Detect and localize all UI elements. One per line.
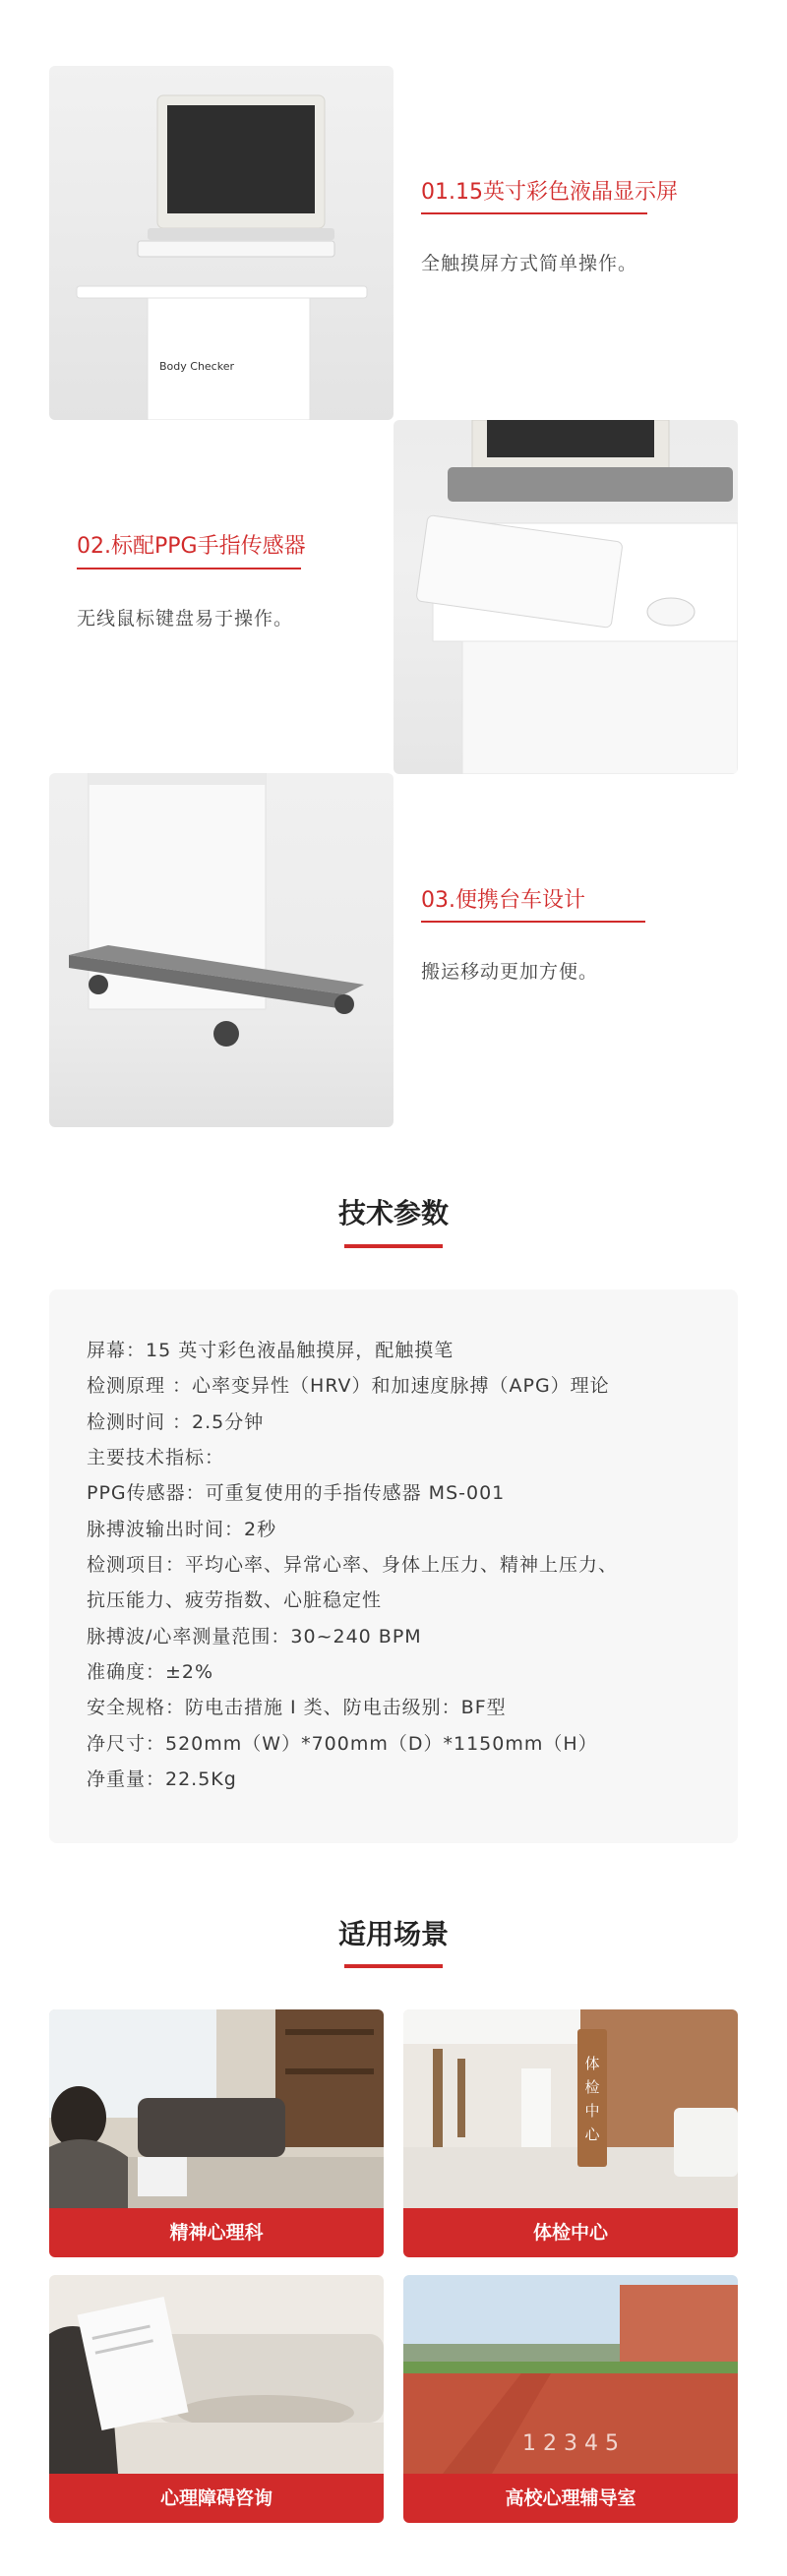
feature-desc-2: 无线鼠标键盘易于操作。 — [77, 608, 294, 629]
product-image-keyboard — [394, 420, 738, 774]
spec-line: 检测原理 ：心率变异性（HRV）和加速度脉搏（APG）理论 — [87, 1375, 610, 1397]
spec-line: 检测时间 ：2.5分钟 — [87, 1411, 265, 1433]
scene-label: 高校心理辅导室 — [403, 2474, 738, 2523]
spec-line: 主要技术指标： — [87, 1447, 225, 1468]
product-image-monitor — [49, 66, 394, 420]
scenes-title: 适用场景 — [337, 1918, 449, 1950]
feature-title-2: 02.标配PPG手指传感器 — [77, 534, 306, 559]
scene-card-checkup-center[interactable] — [403, 2009, 738, 2257]
specs-panel — [49, 1289, 738, 1843]
scene-card-counseling[interactable] — [49, 2275, 384, 2523]
feature-desc-1: 全触摸屏方式简单操作。 — [421, 253, 638, 274]
feature-divider-3 — [421, 921, 645, 923]
scene-label: 心理障碍咨询 — [49, 2474, 384, 2523]
track-lane-numbers: 1 2 3 4 5 — [522, 2431, 619, 2456]
spec-line: 抗压能力、疲劳指数、心脏稳定性 — [87, 1589, 383, 1611]
spec-line: 安全规格：防电击措施 I 类、防电击级别：BF型 — [87, 1697, 507, 1718]
sign-char-2: 检 — [584, 2078, 600, 2096]
feature-divider-1 — [421, 212, 647, 214]
spec-line: 脉搏波输出时间：2秒 — [87, 1519, 277, 1540]
scene-photo-counseling — [49, 2275, 384, 2474]
sign-char-4: 心 — [584, 2126, 600, 2143]
specs-title: 技术参数 — [337, 1197, 449, 1229]
scene-photo-checkup-center — [403, 2009, 738, 2208]
spec-line: 屏幕：15 英寸彩色液晶触摸屏，配触摸笔 — [87, 1340, 454, 1361]
scene-photo-university — [403, 2275, 738, 2474]
device-brand-label: Body Checker — [159, 360, 235, 373]
feature-desc-3: 搬运移动更加方便。 — [421, 961, 599, 983]
spec-line: 净重量：22.5Kg — [87, 1768, 237, 1790]
specs-title-bar — [344, 1244, 443, 1248]
scene-photo-psychiatry — [49, 2009, 384, 2208]
feature-title-1: 01.15英寸彩色液晶显示屏 — [421, 180, 678, 205]
spec-line: 准确度：±2% — [87, 1661, 214, 1683]
scene-card-university[interactable] — [403, 2275, 738, 2523]
sign-char-3: 中 — [584, 2102, 600, 2120]
feature-divider-2 — [77, 568, 301, 569]
spec-line: 检测项目：平均心率、异常心率、身体上压力、精神上压力、 — [87, 1554, 619, 1576]
sign-char-1: 体 — [584, 2055, 600, 2072]
scene-label: 精神心理科 — [49, 2208, 384, 2257]
scene-card-psychiatry[interactable] — [49, 2009, 384, 2257]
scene-label: 体检中心 — [403, 2208, 738, 2257]
product-image-cart — [49, 773, 394, 1127]
scenes-title-bar — [344, 1964, 443, 1968]
spec-line: 净尺寸：520mm（W）*700mm（D）*1150mm（H） — [87, 1733, 598, 1755]
feature-title-3: 03.便携台车设计 — [421, 888, 585, 913]
spec-line: 脉搏波/心率测量范围：30~240 BPM — [87, 1626, 422, 1647]
spec-line: PPG传感器：可重复使用的手指传感器 MS-001 — [87, 1482, 506, 1504]
